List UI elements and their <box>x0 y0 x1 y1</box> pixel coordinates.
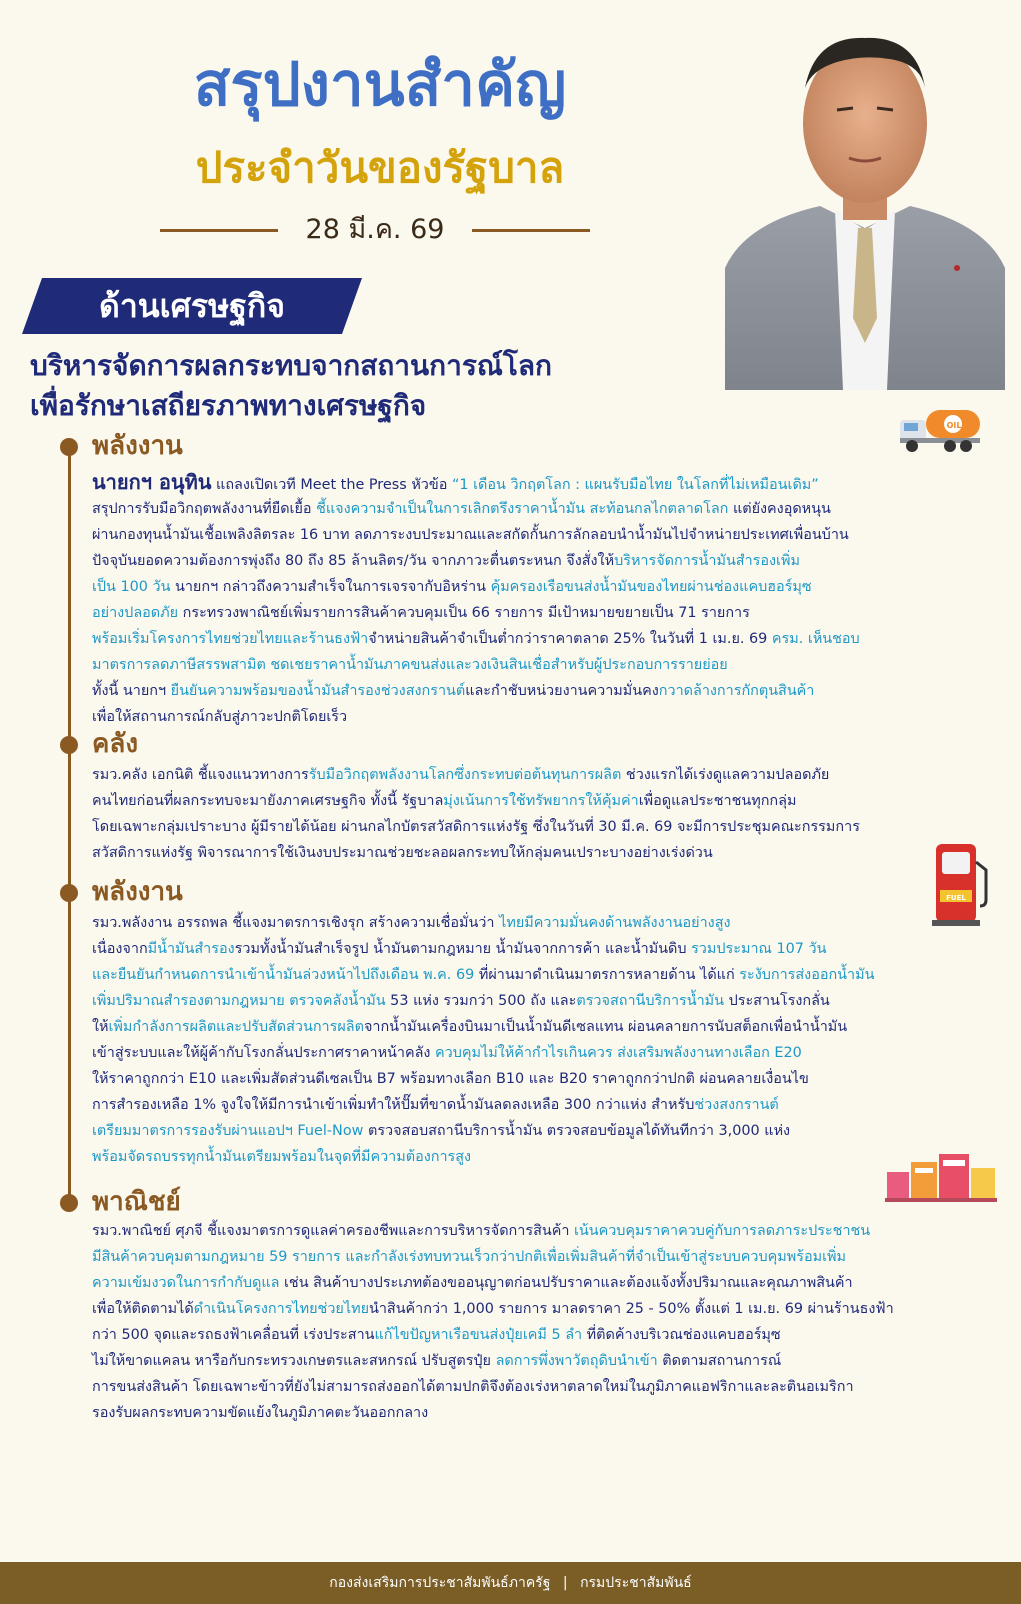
highlight-text: ความเข้มงวดในการกำกับดูแล <box>92 1275 280 1291</box>
body-text: รมว.พาณิชย์ ศุภจี ชี้แจงมาตรการดูแลค่าครองชีพและการบริหารจัดการสินค้า <box>92 1223 574 1239</box>
body-text: ประสานโรงกลั่น <box>724 993 830 1009</box>
body-line <box>92 1400 984 1426</box>
highlight-text: มีน้ำมันสำรอง <box>147 941 235 957</box>
body-text: สวัสดิการแห่งรัฐ พิจารณาการใช้เงินงบประมาณช่วยชะลอผลกระทบให้กลุ่มคนเปราะบางอย่างเร่งด่วน <box>92 845 713 861</box>
item-body <box>92 1218 984 1426</box>
minister-portrait <box>725 18 1005 390</box>
section-banner <box>22 278 362 334</box>
body-text: การสำรองเหลือ 1% จูงใจให้มีการนำเข้าเพิ่มทำให้ปั๊มที่ขาดน้ำมันลดลงเหลือ 300 กว่าแห่ง สำหรับ <box>92 1097 695 1113</box>
highlight-text: มุ่งเน้นการใช้ทรัพยากรให้คุ้มค่า <box>443 793 639 809</box>
highlight-text: บริหารจัดการน้ำมันสำรองเพิ่ม <box>614 553 800 569</box>
body-text: ให้ <box>92 1019 109 1035</box>
body-line <box>92 1270 984 1296</box>
body-text: การขนส่งสินค้า โดยเฉพาะข้าวที่ยังไม่สามารถส่งออกได้ตามปกติจึงต้องเร่งหาตลาดใหม่ในภูมิภาคแอฟริกาและละตินอเมริกา <box>92 1379 854 1395</box>
oil-tanker-truck-icon <box>898 408 982 454</box>
category-finance: คลัง <box>92 729 139 759</box>
highlight-text: คุ้มครองเรือขนส่งน้ำมันของไทยผ่านช่องแคบฮอร์มุซ <box>490 579 812 595</box>
highlight-text: ลดการพึ่งพาวัตถุดิบนำเข้า <box>495 1353 658 1369</box>
date-divider-left <box>160 229 278 232</box>
category-commerce: พาณิชย์ <box>92 1187 181 1217</box>
highlight-text: พร้อมจัดรถบรรทุกน้ำมันเตรียมพร้อมในจุดที่มีความต้องการสูง <box>92 1149 472 1165</box>
body-line <box>92 814 984 840</box>
speaker-text: แถลงเปิดเวที Meet the Press หัวข้อ <box>211 477 452 493</box>
body-text: สรุปการรับมือวิกฤตพลังงานที่ยืดเยื้อ <box>92 501 317 517</box>
truck-oil-label: OIL <box>946 421 962 430</box>
body-text: คนไทยก่อนที่ผลกระทบจะมายังภาคเศรษฐกิจ ทั้งนี้ รัฐบาล <box>92 793 444 809</box>
body-text: เพื่อให้ติดตามได้ <box>92 1301 194 1317</box>
body-line <box>92 574 984 600</box>
date-row <box>160 208 590 252</box>
highlight-text: ช่วงสงกรานต์ <box>694 1097 779 1113</box>
category-energy-pm: พลังงาน <box>92 431 183 461</box>
body-text: ช่วงแรกได้เร่งดูแลความปลอดภัย <box>621 767 830 783</box>
highlight-text: ไทยมีความมั่นคงด้านพลังงานอย่างสูง <box>499 915 731 931</box>
highlight-text: เน้นควบคุมราคาควบคู่กับการลดภาระประชาชน <box>574 1223 871 1239</box>
body-text: เนื่องจาก <box>92 941 148 957</box>
body-line <box>92 548 984 574</box>
body-text: ที่ติดค้างบริเวณช่องแคบฮอร์มุซ <box>582 1327 781 1343</box>
highlight-text: มาตรการลดภาษีสรรพสามิต ชดเชยราคาน้ำมันภาคขนส่งและวงเงินสินเชื่อสำหรับผู้ประกอบการรายย่อย <box>92 657 728 673</box>
body-line <box>92 988 984 1014</box>
highlight-text: มีสินค้าควบคุมตามกฎหมาย 59 รายการ และกำลังเร่งทบทวนเร็วกว่าปกติเพื่อเพิ่มสินค้าที่จำเป็นเข้าสู่ระบบควบคุมพร้อมเพิ่ม <box>92 1249 846 1265</box>
highlight-text: เพิ่มกำลังการผลิตและปรับสัดส่วนการผลิต <box>108 1019 364 1035</box>
highlight-text: เป็น 100 วัน <box>92 579 171 595</box>
item-body <box>92 762 984 866</box>
date-divider-right <box>472 229 590 232</box>
footer-divider: | <box>562 1575 568 1591</box>
body-text: ทั้งนี้ นายกฯ <box>92 683 171 699</box>
body-line <box>92 1348 984 1374</box>
speaker-name: นายกฯ อนุทิน <box>92 470 212 494</box>
body-text: กว่า 500 จุดและรถธงฟ้าเคลื่อนที่ เร่งประสาน <box>92 1327 375 1343</box>
body-line <box>92 1218 984 1244</box>
highlight-text: และยืนยันกำหนดการนำเข้าน้ำมันล่วงหน้าไปถึงเดือน พ.ค. 69 <box>92 967 475 983</box>
body-line <box>92 496 984 522</box>
body-line <box>92 704 984 730</box>
body-line <box>92 1144 984 1170</box>
speaker-line <box>92 468 992 499</box>
body-line <box>92 1092 984 1118</box>
body-text: เพื่อให้สถานการณ์กลับสู่ภาวะปกติโดยเร็ว <box>92 709 348 725</box>
highlight-text: กวาดล้างการกักตุนสินค้า <box>658 683 815 699</box>
body-line <box>92 626 984 652</box>
highlight-text: พร้อมเริ่มโครงการไทยช่วยไทยและร้านธงฟ้า <box>92 631 369 647</box>
category-energy-minister: พลังงาน <box>92 877 183 907</box>
highlight-text: ตรวจคลังน้ำมัน <box>289 993 386 1009</box>
highlight-text: เพิ่มปริมาณสำรองตามกฎหมาย <box>92 993 285 1009</box>
footer-agency: กองส่งเสริมการประชาสัมพันธ์ภาครัฐ <box>329 1575 551 1591</box>
footer-text <box>0 1562 1021 1604</box>
speaker-quote: “1 เดือน วิกฤตโลก : แผนรับมือไทย ในโลกที่ไม่เหมือนเดิม” <box>451 477 819 493</box>
body-text: โดยเฉพาะกลุ่มเปราะบาง ผู้มีรายได้น้อย ผ่านกลไกบัตรสวัสดิการแห่งรัฐ ซึ่งในวันที่ 30 มี.ค. 69 จะมีการประชุมคณะกรรมการ <box>92 819 860 835</box>
highlight-text: อย่างปลอดภัย <box>92 605 179 621</box>
body-line <box>92 522 984 548</box>
body-text: ติดตามสถานการณ์ <box>657 1353 782 1369</box>
body-text: รวมทั้งน้ำมันสำเร็จรูป น้ำมันตามกฎหมาย น้ำมันจากการค้า และน้ำมันดิบ <box>234 941 692 957</box>
highlight-text: รวมประมาณ 107 วัน <box>691 941 827 957</box>
body-text: ปัจจุบันยอดความต้องการพุ่งถึง 80 ถึง 85 ล้านลิตร/วัน จากภาวะตื่นตระหนก จึงสั่งให้ <box>92 553 615 569</box>
body-line <box>92 1066 984 1092</box>
timeline-dot <box>60 884 78 902</box>
body-line <box>92 652 984 678</box>
main-title: สรุปงานสำคัญ <box>193 50 567 120</box>
highlight-text: ครม. เห็นชอบ <box>771 631 860 647</box>
body-text: ตรวจสอบสถานีบริการน้ำมัน ตรวจสอบข้อมูลได้ทันทีกว่า 3,000 แห่ง <box>363 1123 791 1139</box>
footer-department: กรมประชาสัมพันธ์ <box>580 1575 692 1591</box>
highlight-text: เตรียมมาตรการรองรับผ่านแอปฯ Fuel-Now <box>92 1123 364 1139</box>
body-line <box>92 1040 984 1066</box>
highlight-text: รับมือวิกฤตพลังงานโลกซึ่งกระทบต่อต้นทุนการผลิต <box>308 767 622 783</box>
headline-line-2: เพื่อรักษาเสถียรภาพทางเศรษฐกิจ <box>30 389 427 422</box>
highlight-text: ระงับการส่งออกน้ำมัน <box>739 967 875 983</box>
item-body <box>92 910 984 1170</box>
body-text: ผ่านกองทุนน้ำมันเชื้อเพลิงลิตรละ 16 บาท ลดภาระงบประมาณและสกัดกั้นการลักลอบนำน้ำมันไปจำหน่ายประเทศเพื่อนบ้าน <box>92 527 849 543</box>
body-text: รมว.คลัง เอกนิติ ชี้แจงแนวทางการ <box>92 767 309 783</box>
subtitle: ประจำวันของรัฐบาล <box>195 143 565 192</box>
body-text: 53 แห่ง รวมกว่า 500 ถัง และ <box>385 993 577 1009</box>
highlight-text: ควบคุมไม่ให้ค้ากำไรเกินควร ส่งเสริมพลังงานทางเลือก E20 <box>435 1045 802 1061</box>
highlight-text: ยืนยันความพร้อมของน้ำมันสำรองช่วงสงกรานต์ <box>170 683 466 699</box>
date-label: 28 มี.ค. 69 <box>305 214 445 245</box>
highlight-text: ดำเนินโครงการไทยช่วยไทย <box>193 1301 369 1317</box>
body-line <box>92 910 984 936</box>
body-text: นำสินค้ากว่า 1,000 รายการ มาลดราคา 25 - 50% ตั้งแต่ 1 เม.ย. 69 ผ่านร้านธงฟ้า <box>369 1301 894 1317</box>
timeline-dot <box>60 1194 78 1212</box>
body-text: รองรับผลกระทบความขัดแย้งในภูมิภาคตะวันออกกลาง <box>92 1405 429 1421</box>
timeline-line <box>68 446 71 1206</box>
body-text: แต่ยังคงอุดหนุน <box>728 501 831 517</box>
body-text: ไม่ให้ขาดแคลน หารือกับกระทรวงเกษตรและสหกรณ์ ปรับสูตรปุ๋ย <box>92 1353 496 1369</box>
shopping-goods-icon <box>885 1150 997 1202</box>
body-line <box>92 1322 984 1348</box>
body-line <box>92 1374 984 1400</box>
body-line <box>92 936 984 962</box>
body-line <box>92 962 984 988</box>
timeline-dot <box>60 736 78 754</box>
item-body <box>92 496 984 730</box>
body-text: ที่ผ่านมาดำเนินมาตรการหลายด้าน ได้แก่ <box>474 967 740 983</box>
body-line <box>92 1296 984 1322</box>
body-text: จากน้ำมันเครื่องบินมาเป็นน้ำมันดีเซลแทน ผ่อนคลายการนับสต็อกเพื่อนำน้ำมัน <box>363 1019 848 1035</box>
timeline-dot <box>60 438 78 456</box>
body-text: ให้ราคาถูกกว่า E10 และเพิ่มสัดส่วนดีเซลเป็น B7 พร้อมทางเลือก B10 และ B20 ราคาถูกกว่าปกติ ผ่อนคลายเงื่อนไข <box>92 1071 809 1087</box>
pump-fuel-label: FUEL <box>946 894 966 902</box>
highlight-text: แก้ไขปัญหาเรือขนส่งปุ๋ยเคมี 5 ลำ <box>374 1327 583 1343</box>
body-text: เพื่อดูแลประชาชนทุกกลุ่ม <box>638 793 797 809</box>
body-text: จำหน่ายสินค้าจำเป็นต่ำกว่าราคาตลาด 25% ในวันที่ 1 เม.ย. 69 <box>368 631 772 647</box>
body-line <box>92 762 984 788</box>
highlight-text: ชี้แจงความจำเป็นในการเลิกตรึงราคาน้ำมัน สะท้อนกลไกตลาดโลก <box>316 501 729 517</box>
body-line <box>92 788 984 814</box>
body-text: และกำชับหน่วยงานความมั่นคง <box>465 683 659 699</box>
body-line <box>92 678 984 704</box>
highlight-text: ตรวจสถานีบริการน้ำมัน <box>576 993 724 1009</box>
body-text: นายกฯ กล่าวถึงความสำเร็จในการเจรจากับอิหร่าน <box>170 579 491 595</box>
body-line <box>92 600 984 626</box>
body-line <box>92 840 984 866</box>
section-label: ด้านเศรษฐกิจ <box>99 287 285 325</box>
body-text: กระทรวงพาณิชย์เพิ่มรายการสินค้าควบคุมเป็น 66 รายการ มีเป้าหมายขยายเป็น 71 รายการ <box>178 605 750 621</box>
body-text: เช่น สินค้าบางประเภทต้องขออนุญาตก่อนปรับราคาและต้องแจ้งทั้งปริมาณและคุณภาพสินค้า <box>279 1275 853 1291</box>
body-line <box>92 1118 984 1144</box>
body-text: เข้าสู่ระบบและให้ผู้ค้ากับโรงกลั่นประกาศราคาหน้าคลัง <box>92 1045 436 1061</box>
body-line <box>92 1244 984 1270</box>
headline <box>30 346 710 426</box>
headline-line-1: บริหารจัดการผลกระทบจากสถานการณ์โลก <box>30 349 552 382</box>
footer-bar <box>0 1562 1021 1604</box>
body-line <box>92 1014 984 1040</box>
body-text: รมว.พลังงาน อรรถพล ชี้แจงมาตรการเชิงรุก สร้างความเชื่อมั่นว่า <box>92 915 500 931</box>
fuel-pump-icon <box>932 840 992 926</box>
